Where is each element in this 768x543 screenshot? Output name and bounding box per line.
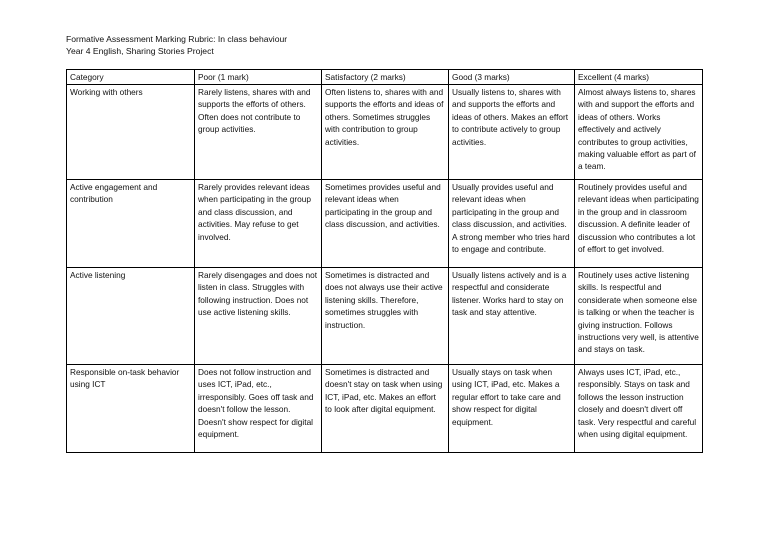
satisfactory-cell: Sometimes is distracted and does not always use their active listening skills. Therefore, sometimes struggles with instruction.	[322, 268, 449, 365]
table-row	[67, 180, 703, 268]
category-cell: Active engagement and contribution	[67, 180, 195, 268]
document-subtitle: Year 4 English, Sharing Stories Project	[66, 46, 214, 56]
good-cell: Usually listens actively and is a respectful and considerate listener. Works hard to stay on task and stay attentive.	[449, 268, 575, 365]
excellent-cell: Routinely uses active listening skills. Is respectful and considerate when someone else is talking or when the teacher is giving instruction. Follows instructions very well, is attentive and stays on task.	[575, 268, 703, 365]
excellent-cell: Routinely provides useful and relevant ideas when participating in the group and in classroom discussion. A definite leader of discussion who contributes a lot of effort to get involved.	[575, 180, 703, 268]
header-category: Category	[67, 70, 195, 85]
excellent-cell: Almost always listens to, shares with and support the efforts and ideas of others. Works effectively and actively contributes to group activities, making valuable effort as part of a team.	[575, 85, 703, 180]
satisfactory-cell: Sometimes provides useful and relevant ideas when participating in the group and class discussion, and activities.	[322, 180, 449, 268]
poor-cell: Rarely listens, shares with and supports the efforts of others. Often does not contribute to group activities.	[195, 85, 322, 180]
poor-cell: Rarely provides relevant ideas when participating in the group and class discussion, and activities. May refuse to get involved.	[195, 180, 322, 268]
good-cell: Usually provides useful and relevant ideas when participating in the group and class discussion, and activities. A strong member who tries hard to engage and contribute.	[449, 180, 575, 268]
satisfactory-cell: Sometimes is distracted and doesn't stay on task when using ICT, iPad, etc. Makes an effort to look after digital equipment.	[322, 365, 449, 453]
table-row	[67, 85, 703, 180]
category-cell: Working with others	[67, 85, 195, 180]
table-row	[67, 365, 703, 453]
poor-cell: Rarely disengages and does not listen in class. Struggles with following instruction. Does not use active listening skills.	[195, 268, 322, 365]
header-excellent: Excellent (4 marks)	[575, 70, 703, 85]
good-cell: Usually listens to, shares with and supports the efforts and ideas of others. Makes an effort to contribute actively to group activities.	[449, 85, 575, 180]
table-row	[67, 268, 703, 365]
good-cell: Usually stays on task when using ICT, iPad, etc. Makes a regular effort to take care and show respect for digital equipment.	[449, 365, 575, 453]
poor-cell: Does not follow instruction and uses ICT, iPad, etc., irresponsibly. Goes off task and doesn't follow the lesson. Doesn't show respect for digital equipment.	[195, 365, 322, 453]
title-block	[66, 33, 287, 57]
satisfactory-cell: Often listens to, shares with and supports the efforts and ideas of others. Sometimes struggles with contribution to group activities.	[322, 85, 449, 180]
rubric-table	[66, 69, 703, 453]
excellent-cell: Always uses ICT, iPad, etc., responsibly. Stays on task and follows the lesson instruction closely and doesn't divert off task. Very respectful and careful when using digital equipment.	[575, 365, 703, 453]
category-cell: Active listening	[67, 268, 195, 365]
table-header-row	[67, 70, 703, 85]
header-good: Good (3 marks)	[449, 70, 575, 85]
header-satisfactory: Satisfactory (2 marks)	[322, 70, 449, 85]
category-cell: Responsible on-task behavior using ICT	[67, 365, 195, 453]
document-title: Formative Assessment Marking Rubric: In class behaviour	[66, 34, 288, 44]
header-poor: Poor (1 mark)	[195, 70, 322, 85]
